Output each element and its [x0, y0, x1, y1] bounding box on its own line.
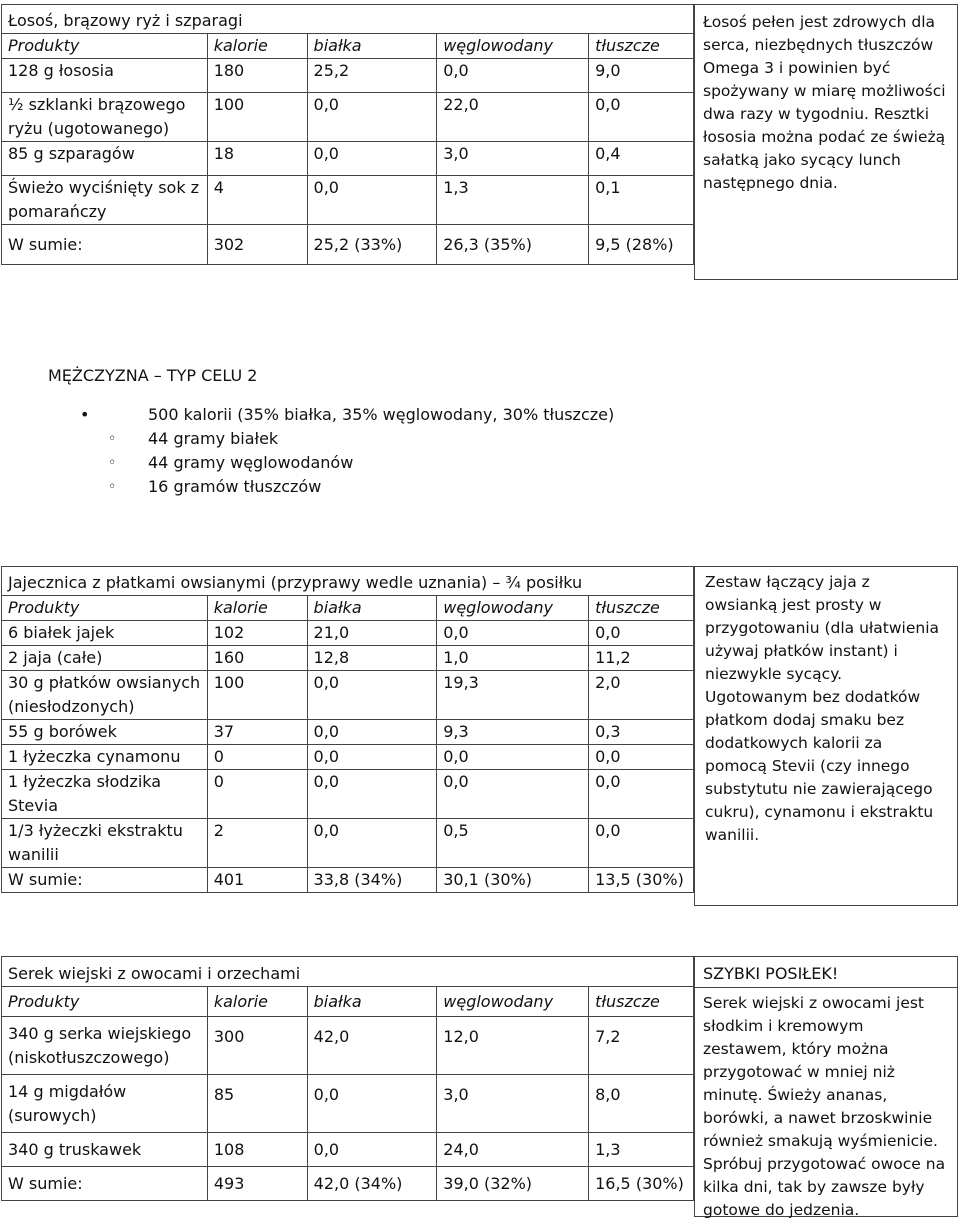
col-header: Produkty	[2, 34, 208, 59]
col-header: białka	[307, 596, 437, 621]
cell: 85 g szparagów	[2, 142, 208, 176]
meal2-note-box	[694, 566, 958, 906]
cell: 39,0 (32%)	[437, 1167, 589, 1201]
table-row	[2, 770, 694, 819]
goal-sub: ◦ 44 gramy białek	[80, 427, 614, 451]
cell: 13,5 (30%)	[589, 868, 694, 893]
meal3-table	[1, 956, 694, 1201]
meal3-title: Serek wiejski z owocami i orzechami	[2, 957, 694, 987]
cell: 9,5 (28%)	[589, 225, 694, 265]
meal2-note: Zestaw łączący jaja z owsianką jest prosty w przygotowaniu (dla ułatwienia używaj płatków instant) i niezwykle sycący. Ugotowanym bez dodatków płatkom dodaj smaku bez dodatkowych kalorii za pomocą Stevii (czy innego substytutu nie zawierającego cukru), cynamonu i ekstraktu wanilii.	[705, 573, 940, 844]
cell: 0,0	[307, 671, 437, 720]
meal1-header-row	[2, 34, 694, 59]
cell: 0,0	[589, 770, 694, 819]
cell: 85	[207, 1075, 307, 1133]
meal3-note: Serek wiejski z owocami jest słodkim i kremowym zestawem, który można przygotować w mniej niż minutę. Świeży ananas, borówki, a nawet brzoskwinie również smakują wyśmienicie. Spróbuj przygotować owoce na kilka dni, tak by zawsze były gotowe do jedzenia.	[703, 994, 946, 1219]
meal1-note: Łosoś pełen jest zdrowych dla serca, niezbędnych tłuszczów Omega 3 i powinien być spożywany w miarę możliwości dwa razy w tygodniu. Resztki łososia można podać ze świeżą sałatką jako sycący lunch następnego dnia.	[703, 13, 946, 192]
meal3-header-row	[2, 987, 694, 1017]
cell: 0,1	[589, 176, 694, 225]
cell: 100	[207, 93, 307, 142]
cell: 4	[207, 176, 307, 225]
col-header: Produkty	[2, 987, 208, 1017]
col-header: węglowodany	[437, 987, 589, 1017]
cell: 26,3 (35%)	[437, 225, 589, 265]
col-header: Produkty	[2, 596, 208, 621]
cell: 25,2 (33%)	[307, 225, 437, 265]
cell: 0,0	[437, 770, 589, 819]
total-row	[2, 225, 694, 265]
cell: 0,0	[307, 142, 437, 176]
cell: 22,0	[437, 93, 589, 142]
cell: 2,0	[589, 671, 694, 720]
cell: 2	[207, 819, 307, 868]
cell: 14 g migdałów (surowych)	[2, 1075, 208, 1133]
cell: 108	[207, 1133, 307, 1167]
table-row	[2, 93, 694, 142]
cell: 0,0	[589, 819, 694, 868]
cell: 1,3	[589, 1133, 694, 1167]
cell: 0,0	[589, 621, 694, 646]
table-row	[2, 142, 694, 176]
cell: Świeżo wyciśnięty sok z pomarańczy	[2, 176, 208, 225]
col-header: białka	[307, 987, 437, 1017]
cell: 0,0	[307, 1075, 437, 1133]
cell: 0,0	[589, 745, 694, 770]
meal2-title: Jajecznica z płatkami owsianymi (przyprawy wedle uznania) – ¾ posiłku	[2, 567, 694, 596]
meal1-table	[1, 4, 694, 265]
col-header: tłuszcze	[589, 596, 694, 621]
cell: W sumie:	[2, 1167, 208, 1201]
cell: 7,2	[589, 1017, 694, 1075]
goal-main: • 500 kalorii (35% białka, 35% węglowodany, 30% tłuszcze)	[80, 403, 614, 427]
cell: 1 łyżeczka cynamonu	[2, 745, 208, 770]
cell: 340 g truskawek	[2, 1133, 208, 1167]
cell: 30 g płatków owsianych (niesłodzonych)	[2, 671, 208, 720]
meal2-header-row	[2, 596, 694, 621]
col-header: kalorie	[207, 987, 307, 1017]
table-row	[2, 720, 694, 745]
cell: 0,0	[307, 745, 437, 770]
cell: 12,8	[307, 646, 437, 671]
cell: 0,4	[589, 142, 694, 176]
cell: 302	[207, 225, 307, 265]
cell: 0	[207, 745, 307, 770]
cell: 1,3	[437, 176, 589, 225]
cell: 0,0	[307, 819, 437, 868]
cell: 0,0	[437, 59, 589, 93]
cell: 33,8 (34%)	[307, 868, 437, 893]
cell: 42,0 (34%)	[307, 1167, 437, 1201]
col-header: tłuszcze	[589, 34, 694, 59]
cell: 493	[207, 1167, 307, 1201]
cell: 0,0	[307, 1133, 437, 1167]
goal-sub: ◦ 16 gramów tłuszczów	[80, 475, 614, 499]
table-row	[2, 745, 694, 770]
cell: 2 jaja (całe)	[2, 646, 208, 671]
table-row	[2, 671, 694, 720]
table-row	[2, 176, 694, 225]
cell: 42,0	[307, 1017, 437, 1075]
col-header: węglowodany	[437, 596, 589, 621]
total-row	[2, 868, 694, 893]
goal-heading: MĘŻCZYZNA – TYP CELU 2	[48, 366, 258, 385]
table-row	[2, 1075, 694, 1133]
table-row	[2, 621, 694, 646]
cell: 100	[207, 671, 307, 720]
cell: 37	[207, 720, 307, 745]
col-header: węglowodany	[437, 34, 589, 59]
goal-list	[80, 403, 614, 499]
cell: 160	[207, 646, 307, 671]
cell: 25,2	[307, 59, 437, 93]
cell: 24,0	[437, 1133, 589, 1167]
col-header: tłuszcze	[589, 987, 694, 1017]
cell: 8,0	[589, 1075, 694, 1133]
cell: 340 g serka wiejskiego (niskotłuszczowego)	[2, 1017, 208, 1075]
meal1-title: Łosoś, brązowy ryż i szparagi	[2, 5, 694, 34]
cell: 401	[207, 868, 307, 893]
table-row	[2, 1017, 694, 1075]
cell: 12,0	[437, 1017, 589, 1075]
table-row	[2, 59, 694, 93]
cell: 0,5	[437, 819, 589, 868]
cell: 180	[207, 59, 307, 93]
meal3-note-title: SZYBKI POSIŁEK!	[695, 957, 957, 988]
cell: 0,0	[307, 720, 437, 745]
cell: 1,0	[437, 646, 589, 671]
cell: 0,0	[307, 93, 437, 142]
cell: 0,0	[589, 93, 694, 142]
cell: 30,1 (30%)	[437, 868, 589, 893]
cell: 1 łyżeczka słodzika Stevia	[2, 770, 208, 819]
cell: 3,0	[437, 1075, 589, 1133]
cell: 6 białek jajek	[2, 621, 208, 646]
cell: 128 g łososia	[2, 59, 208, 93]
cell: W sumie:	[2, 225, 208, 265]
cell: ½ szklanki brązowego ryżu (ugotowanego)	[2, 93, 208, 142]
cell: 0	[207, 770, 307, 819]
total-row	[2, 1167, 694, 1201]
col-header: kalorie	[207, 34, 307, 59]
cell: 21,0	[307, 621, 437, 646]
meal1-note-box	[694, 4, 958, 280]
col-header: kalorie	[207, 596, 307, 621]
cell: 16,5 (30%)	[589, 1167, 694, 1201]
cell: 11,2	[589, 646, 694, 671]
cell: 1/3 łyżeczki ekstraktu wanilii	[2, 819, 208, 868]
cell: 0,0	[437, 745, 589, 770]
table-row	[2, 646, 694, 671]
cell: W sumie:	[2, 868, 208, 893]
cell: 19,3	[437, 671, 589, 720]
cell: 55 g borówek	[2, 720, 208, 745]
cell: 9,0	[589, 59, 694, 93]
cell: 0,0	[437, 621, 589, 646]
cell: 9,3	[437, 720, 589, 745]
cell: 0,0	[307, 176, 437, 225]
cell: 18	[207, 142, 307, 176]
col-header: białka	[307, 34, 437, 59]
meal2-table	[1, 566, 694, 893]
cell: 0,0	[307, 770, 437, 819]
table-row	[2, 1133, 694, 1167]
table-row	[2, 819, 694, 868]
cell: 102	[207, 621, 307, 646]
meal3-note-box	[694, 956, 958, 1217]
cell: 0,3	[589, 720, 694, 745]
cell: 3,0	[437, 142, 589, 176]
goal-sub: ◦ 44 gramy węglowodanów	[80, 451, 614, 475]
cell: 300	[207, 1017, 307, 1075]
